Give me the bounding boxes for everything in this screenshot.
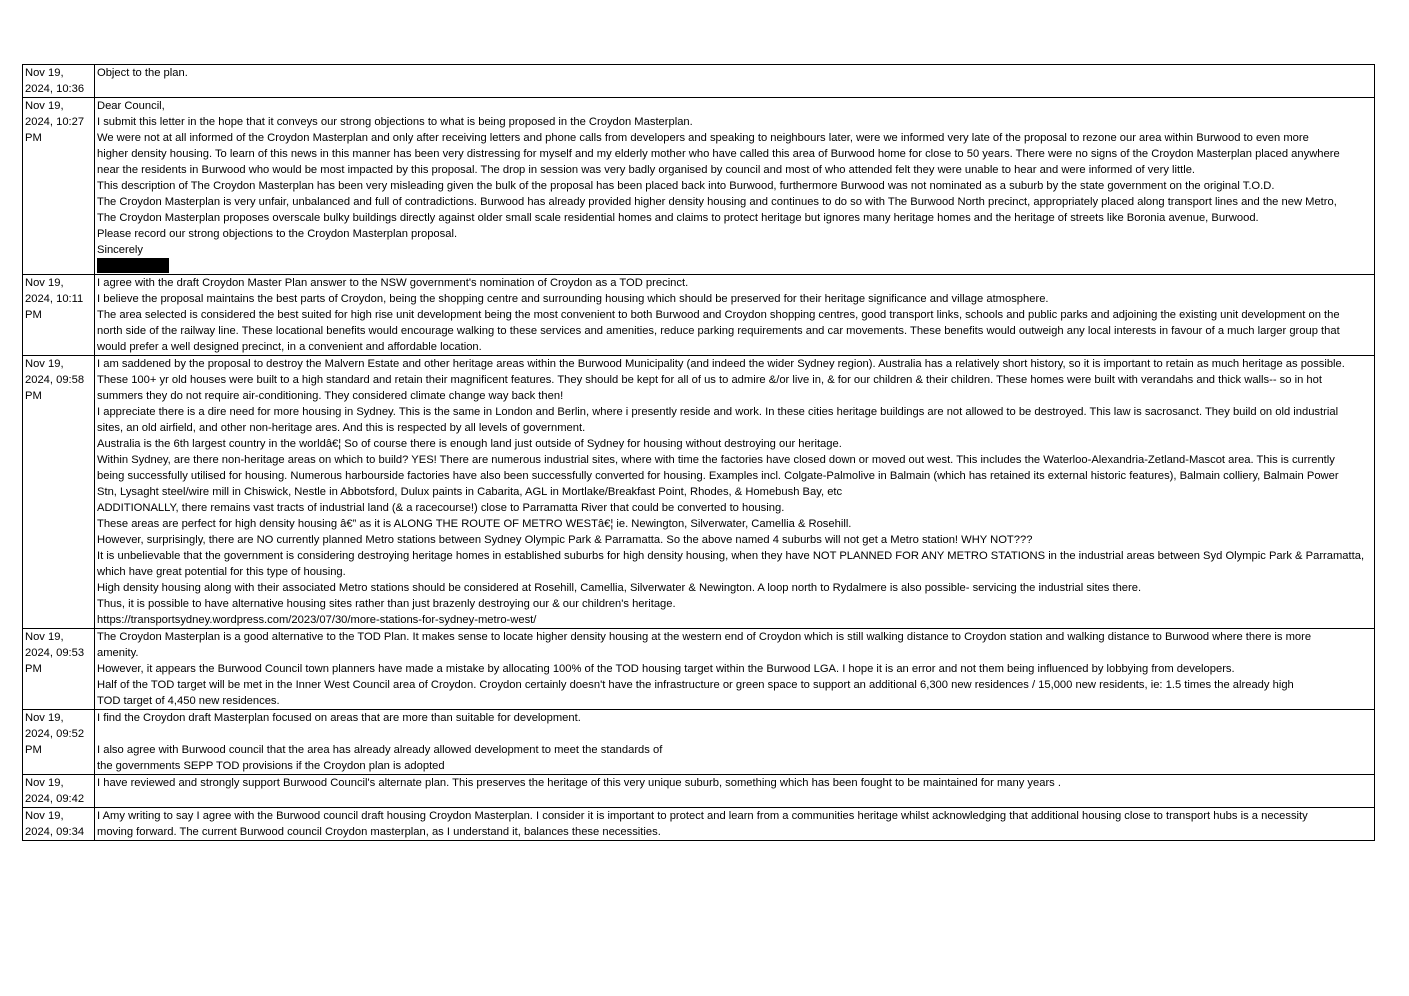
comment-line: north side of the railway line. These locational benefits would encourage walking to these services and amenities, reduce parking requirements and car movements. These benefits would outweigh any local interests in favour of a much larger group that	[97, 325, 1340, 337]
comment-line: would prefer a well designed precinct, in a convenient and affordable location.	[97, 341, 482, 353]
comment-line: The area selected is considered the best suited for high rise unit development being the most convenient to both Burwood and Croydon shopping centres, good transport links, schools and public parks and adjoining the existing unit development on the	[97, 309, 1340, 321]
comment-line: Dear Council,	[97, 100, 165, 112]
comment-cell	[95, 629, 1375, 710]
comment-cell	[95, 356, 1375, 629]
comment-line	[97, 81, 1374, 97]
date-line: 2024, 09:52	[25, 728, 85, 740]
comment-line: These 100+ yr old houses were built to a high standard and retain their magnificent features. They should be kept for all of us to admire &/or live in, & for our children & their children. These homes were built with verandahs and thick walls-- so in hot	[97, 374, 1322, 386]
date-line: 2024, 10:36	[25, 83, 85, 95]
date-line: Nov 19,	[25, 777, 64, 789]
comment-line: ADDITIONALLY, there remains vast tracts of industrial land (& a racecourse!) close to Parramatta River that could be converted to housing.	[97, 502, 785, 514]
date-line: 2024, 10:11	[25, 293, 84, 305]
date-cell	[23, 356, 95, 629]
date-cell	[23, 629, 95, 710]
date-line: Nov 19,	[25, 100, 64, 112]
date-cell	[23, 775, 95, 808]
comment-line: summers they do not require air-conditioning. They considered climate change way back then!	[97, 390, 564, 402]
date-line: PM	[25, 132, 42, 144]
comment-line: amenity.	[97, 647, 139, 659]
comment-cell	[95, 808, 1375, 841]
comment-line: TOD target of 4,450 new residences.	[97, 695, 280, 707]
comment-line: moving forward. The current Burwood council Croydon masterplan, as I understand it, balances these necessities.	[97, 826, 661, 838]
comment-cell	[95, 275, 1375, 356]
comment-line: However, it appears the Burwood Council town planners have made a mistake by allocating 100% of the TOD housing target within the Burwood LGA. I hope it is an error and not them being influenced by lobbying from developers.	[97, 663, 1235, 675]
comment-cell	[95, 65, 1375, 98]
date-line: Nov 19,	[25, 277, 64, 289]
comment-line: I am saddened by the proposal to destroy the Malvern Estate and other heritage areas within the Burwood Municipality (and indeed the wider Sydney region). Australia has a relatively short history, so it is important to retain as much heritage as possible.	[97, 358, 1345, 370]
table-row	[23, 356, 1375, 629]
comment-line: https://transportsydney.wordpress.com/2023/07/30/more-stations-for-sydney-metro-west/	[97, 614, 537, 626]
date-cell	[23, 65, 95, 98]
comment-line: These areas are perfect for high density housing â€” as it is ALONG THE ROUTE OF METRO WESTâ€¦ ie. Newington, Silverwater, Camellia & Rosehill.	[97, 518, 852, 530]
comment-line: near the residents in Burwood who would be most impacted by this proposal. The drop in session was very badly organised by council and most of who attended felt they were unable to hear and were informed of very little.	[97, 164, 1196, 176]
comment-line: Australia is the 6th largest country in the worldâ€¦ So of course there is enough land just outside of Sydney for housing without destroying our heritage.	[97, 438, 842, 450]
table-row	[23, 275, 1375, 356]
comment-line: I believe the proposal maintains the best parts of Croydon, being the shopping centre and surrounding housing which should be preserved for their heritage significance and village atmosphere.	[97, 293, 1049, 305]
date-line: 2024, 10:27	[25, 116, 85, 128]
comment-line: Within Sydney, are there non-heritage areas on which to build? YES! There are numerous industrial sites, where with time the factories have closed down or moved out west. This includes the Waterloo-Alexandria-Zetland-Mascot area. This is currently	[97, 454, 1335, 466]
date-line: PM	[25, 663, 42, 675]
redacted-signature	[97, 258, 1374, 274]
date-line: PM	[25, 390, 42, 402]
comment-line: The Croydon Masterplan proposes overscale bulky buildings directly against older small scale residential homes and claims to protect heritage but ignores many heritage homes and the heritage of streets like Boronia avenue, Burwood.	[97, 212, 1259, 224]
table-row	[23, 775, 1375, 808]
comment-line: I Amy writing to say I agree with the Burwood council draft housing Croydon Masterplan. I consider it is important to protect and learn from a communities heritage whilst acknowledging that additional housing close to transport hubs is a necessity	[97, 810, 1308, 822]
comment-line: The Croydon Masterplan is very unfair, unbalanced and full of contradictions. Burwood has already provided higher density housing and continues to do so with The Burwood North precinct, appropriately placed along transport lines and the new Metro,	[97, 196, 1337, 208]
date-line: 2024, 09:34	[25, 826, 85, 838]
date-line: PM	[25, 744, 42, 756]
comment-line: I have reviewed and strongly support Burwood Council's alternate plan. This preserves the heritage of this very unique suburb, something which has been fought to be maintained for many years .	[97, 777, 1061, 789]
comment-line: higher density housing. To learn of this news in this manner has been very distressing for myself and my elderly mother who have called this area of Burwood home for close to 50 years. There were no signs of the Croydon Masterplan placed anywhere	[97, 148, 1340, 160]
comment-line: Sincerely	[97, 244, 144, 256]
submissions-body	[23, 65, 1375, 841]
comment-line: I agree with the draft Croydon Master Plan answer to the NSW government's nomination of Croydon as a TOD precinct.	[97, 277, 689, 289]
comment-line: I submit this letter in the hope that it conveys our strong objections to what is being proposed in the Croydon Masterplan.	[97, 116, 693, 128]
date-line: Nov 19,	[25, 358, 64, 370]
table-row	[23, 629, 1375, 710]
table-row	[23, 98, 1375, 275]
table-row	[23, 808, 1375, 841]
comment-line: However, surprisingly, there are NO currently planned Metro stations between Sydney Olympic Park & Parramatta. So the above named 4 suburbs will not get a Metro station! WHY NOT???	[97, 534, 1033, 546]
comment-cell	[95, 775, 1375, 808]
comment-line: High density housing along with their associated Metro stations should be considered at Rosehill, Camellia, Silverwater & Newington. A loop north to Rydalmere is also possible- servicing the industrial sites there.	[97, 582, 1142, 594]
comment-line: the governments SEPP TOD provisions if the Croydon plan is adopted	[97, 760, 445, 772]
comment-line: being successfully utilised for housing. Numerous harbourside factories have also been successfully converted for housing. Examples incl. Colgate-Palmolive in Balmain (which has retained its external historic features), Balmain colliery, Balmain Power	[97, 470, 1339, 482]
comment-line: Object to the plan.	[97, 67, 188, 79]
comment-line: sites, an old airfield, and other non-heritage ares. And this is respected by all levels of government.	[97, 422, 586, 434]
date-cell	[23, 275, 95, 356]
comment-line: This description of The Croydon Masterplan has been very misleading given the bulk of the proposal has been placed back into Burwood, furthermore Burwood was not nominated as a suburb by the state government on the original T.O.D.	[97, 180, 1275, 192]
comment-line: We were not at all informed of the Croydon Masterplan and only after receiving letters and phone calls from developers and speaking to neighbours later, were we informed very late of the proposal to rezone our area within Burwood to even more	[97, 132, 1309, 144]
comment-line: Half of the TOD target will be met in the Inner West Council area of Croydon. Croydon certainly doesn't have the infrastructure or green space to support an additional 6,300 new residences / 15,000 new residents, ie: 1.5 times the already high	[97, 679, 1294, 691]
comment-line: It is unbelievable that the government is considering destroying heritage homes in established suburbs for high density housing, when they have NOT PLANNED FOR ANY METRO STATIONS in the industrial areas between Syd Olympic Park & Parramatta,	[97, 550, 1365, 562]
comment-line	[97, 726, 1374, 742]
date-line: Nov 19,	[25, 67, 64, 79]
date-line: PM	[25, 309, 42, 321]
date-line: Nov 19,	[25, 712, 64, 724]
date-line: 2024, 09:53	[25, 647, 85, 659]
date-line: 2024, 09:42	[25, 793, 85, 805]
comment-line: Please record our strong objections to the Croydon Masterplan proposal.	[97, 228, 458, 240]
date-line: 2024, 09:58	[25, 374, 85, 386]
comment-line: I appreciate there is a dire need for more housing in Sydney. This is the same in London and Berlin, where i presently reside and work. In these cities heritage buildings are not allowed to be destroyed. This law is sacrosanct. They build on old industrial	[97, 406, 1339, 418]
comment-line: Thus, it is possible to have alternative housing sites rather than just brazenly destroying our & our children's heritage.	[97, 598, 676, 610]
table-row	[23, 710, 1375, 775]
redaction-block	[97, 258, 169, 273]
comment-line: I also agree with Burwood council that the area has already already allowed development to meet the standards of	[97, 744, 663, 756]
date-line: Nov 19,	[25, 631, 64, 643]
date-cell	[23, 808, 95, 841]
table-row	[23, 65, 1375, 98]
date-cell	[23, 98, 95, 275]
comment-line	[97, 791, 1374, 807]
comment-cell	[95, 98, 1375, 275]
submissions-table	[22, 64, 1375, 841]
comment-line: Stn, Lysaght steel/wire mill in Chiswick, Nestle in Abbotsford, Dulux paints in Cabarita, AGL in Mortlake/Breakfast Point, Rhodes, & Homebush Bay, etc	[97, 486, 843, 498]
date-cell	[23, 710, 95, 775]
comment-line: I find the Croydon draft Masterplan focused on areas that are more than suitable for development.	[97, 712, 581, 724]
date-line: Nov 19,	[25, 810, 64, 822]
comment-line: which have great potential for this type of housing.	[97, 566, 346, 578]
comment-line: The Croydon Masterplan is a good alternative to the TOD Plan. It makes sense to locate higher density housing at the western end of Croydon which is still walking distance to Croydon station and walking distance to Burwood where there is more	[97, 631, 1312, 643]
comment-cell	[95, 710, 1375, 775]
